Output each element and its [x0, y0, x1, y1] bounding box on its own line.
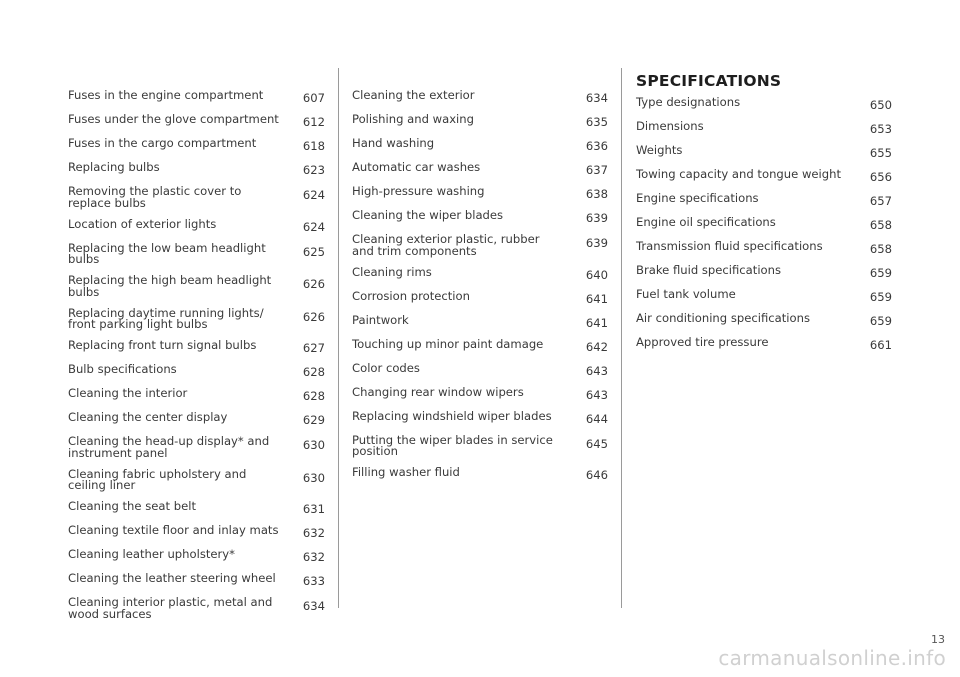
- toc-entry-title: Fuel tank volume: [636, 287, 736, 301]
- toc-entry[interactable]: [636, 289, 892, 304]
- toc-entry[interactable]: [636, 97, 892, 112]
- toc-entry[interactable]: [352, 90, 608, 105]
- toc-entry[interactable]: [636, 121, 892, 136]
- toc-entry-title: Fuses in the engine compartment: [68, 88, 264, 102]
- toc-entry-title: Replacing daytime running lights/ front parking light bulbs: [68, 305, 264, 331]
- toc-entry-page: 641: [585, 291, 608, 306]
- toc-entry[interactable]: [352, 467, 608, 482]
- toc-entry[interactable]: [352, 264, 608, 282]
- toc-entry-title: Replacing the high beam headlight bulbs: [68, 273, 272, 299]
- toc-entry-page: 636: [585, 139, 608, 153]
- toc-entry-page: 612: [302, 115, 325, 129]
- toc-entry-title: Cleaning the exterior: [352, 88, 475, 102]
- toc-entry[interactable]: [352, 186, 608, 201]
- toc-entry[interactable]: [352, 234, 608, 257]
- toc-entry-page: 630: [302, 438, 325, 452]
- toc-entry-page: 632: [302, 550, 325, 564]
- toc-entry[interactable]: [352, 312, 608, 330]
- toc-entry-page: 639: [585, 236, 608, 250]
- toc-entry-title: Cleaning the wiper blades: [352, 208, 504, 222]
- toc-entry[interactable]: [68, 186, 325, 209]
- toc-entry-title: Cleaning the interior: [68, 386, 188, 400]
- toc-entry[interactable]: [636, 313, 892, 328]
- toc-entry-page: 639: [585, 211, 608, 225]
- toc-entry-title: Bulb specifications: [68, 362, 177, 376]
- toc-entry-page: 637: [585, 163, 608, 177]
- toc-entry[interactable]: [352, 432, 608, 458]
- toc-entry-page: 633: [302, 574, 325, 588]
- toc-entry[interactable]: [68, 305, 325, 331]
- column-divider-1: [338, 68, 339, 608]
- toc-entry[interactable]: [68, 162, 325, 177]
- column-divider-2: [621, 68, 622, 608]
- toc-entry-title: Location of exterior lights: [68, 216, 217, 231]
- toc-entry-page: 630: [302, 470, 325, 485]
- toc-entry[interactable]: [636, 337, 892, 352]
- toc-entry-title: Cleaning the leather steering wheel: [68, 571, 276, 585]
- toc-entry[interactable]: [68, 90, 325, 105]
- toc-entry-title: Engine oil specifications: [636, 215, 776, 229]
- page-number: 13: [931, 633, 945, 646]
- toc-entry-title: Weights: [636, 143, 683, 157]
- toc-entry-title: Cleaning fabric upholstery and ceiling liner: [68, 466, 247, 492]
- toc-entry[interactable]: [352, 408, 608, 426]
- toc-entry-page: 638: [585, 187, 608, 201]
- toc-entry[interactable]: [68, 597, 325, 620]
- toc-entry-page: 640: [585, 267, 608, 282]
- toc-entry-title: Touching up minor paint damage: [352, 336, 544, 351]
- toc-entry-title: Cleaning the center display: [68, 410, 228, 424]
- toc-entry[interactable]: [636, 169, 892, 184]
- toc-entry[interactable]: [68, 412, 325, 427]
- toc-entry-page: 634: [302, 599, 325, 613]
- toc-entry[interactable]: [68, 436, 325, 459]
- toc-entry-title: Cleaning leather upholstery*: [68, 547, 235, 561]
- toc-entry-page: 645: [585, 436, 608, 451]
- toc-entry-page: 625: [302, 244, 325, 259]
- toc-entry[interactable]: [68, 466, 325, 492]
- toc-entry-page: 658: [869, 218, 892, 232]
- toc-entry-page: 641: [585, 315, 608, 330]
- toc-entry-title: Engine specifications: [636, 191, 759, 205]
- toc-entry-title: Cleaning interior plastic, metal and wood surfaces: [68, 595, 273, 621]
- toc-entry-page: 650: [869, 98, 892, 112]
- toc-entry-page: 628: [302, 389, 325, 403]
- toc-entry[interactable]: [636, 217, 892, 232]
- toc-column-2: [352, 90, 608, 491]
- toc-entry-title: Replacing windshield wiper blades: [352, 408, 552, 423]
- toc-entry[interactable]: [68, 573, 325, 588]
- toc-entry-page: 659: [869, 266, 892, 280]
- toc-entry-title: Filling washer fluid: [352, 465, 460, 479]
- toc-entry-title: Hand washing: [352, 136, 435, 150]
- toc-entry[interactable]: [352, 138, 608, 153]
- toc-column-3: [636, 72, 892, 361]
- toc-entry[interactable]: [352, 384, 608, 402]
- toc-entry-title: Dimensions: [636, 119, 704, 133]
- toc-entry[interactable]: [636, 241, 892, 256]
- toc-entry-page: 646: [585, 468, 608, 482]
- toc-entry-page: 624: [302, 188, 325, 202]
- toc-entry-page: 607: [302, 91, 325, 105]
- toc-entry-title: Brake fluid specifications: [636, 263, 782, 277]
- toc-entry[interactable]: [352, 336, 608, 354]
- toc-entry-page: 656: [869, 170, 892, 184]
- toc-entry[interactable]: [68, 275, 325, 298]
- toc-entry-title: Cleaning the seat belt: [68, 499, 196, 513]
- toc-entry[interactable]: [68, 216, 325, 234]
- toc-entry[interactable]: [68, 138, 325, 153]
- toc-entry-title: Polishing and waxing: [352, 112, 474, 126]
- toc-entry-page: 624: [302, 219, 325, 234]
- toc-entry[interactable]: [636, 145, 892, 160]
- toc-entry[interactable]: [352, 114, 608, 129]
- toc-entry-page: 644: [585, 411, 608, 426]
- toc-entry-title: Removing the plastic cover to replace bulbs: [68, 184, 242, 210]
- toc-entry-page: 655: [869, 146, 892, 160]
- toc-entry-title: Automatic car washes: [352, 160, 481, 174]
- toc-entry-title: Changing rear window wipers: [352, 384, 524, 399]
- toc-entry[interactable]: [68, 340, 325, 355]
- toc-entry-title: Fuses under the glove compartment: [68, 112, 279, 126]
- toc-entry-title: High-pressure washing: [352, 184, 485, 198]
- toc-entry-page: 629: [302, 413, 325, 427]
- section-heading-specifications: SPECIFICATIONS: [636, 72, 782, 90]
- toc-column-1: [68, 90, 325, 630]
- toc-entry[interactable]: [68, 525, 325, 540]
- toc-entry-page: 623: [302, 163, 325, 177]
- toc-entry-page: 643: [585, 363, 608, 378]
- toc-entry-page: 659: [869, 314, 892, 328]
- toc-entry-page: 643: [585, 387, 608, 402]
- toc-entry[interactable]: [352, 288, 608, 306]
- toc-entry-page: 657: [869, 194, 892, 208]
- watermark: carmanualsonline.info: [718, 646, 946, 670]
- toc-entry-title: Air conditioning specifications: [636, 311, 810, 325]
- toc-entry-title: Replacing front turn signal bulbs: [68, 338, 257, 352]
- toc-entry-page: 628: [302, 365, 325, 379]
- toc-entry-page: 627: [302, 341, 325, 355]
- toc-entry-title: Cleaning textile floor and inlay mats: [68, 523, 279, 537]
- toc-entry-page: 661: [869, 338, 892, 352]
- toc-entry[interactable]: [68, 388, 325, 403]
- toc-entry-title: Paintwork: [352, 312, 409, 327]
- toc-entry-page: 642: [585, 339, 608, 354]
- toc-entry-title: Cleaning the head-up display* and instrument panel: [68, 434, 270, 460]
- toc-entry[interactable]: [636, 265, 892, 280]
- toc-entry[interactable]: [68, 501, 325, 516]
- toc-entry-title: Fuses in the cargo compartment: [68, 136, 257, 150]
- toc-entry-page: 635: [585, 115, 608, 129]
- toc-entry-title: Corrosion protection: [352, 288, 470, 303]
- toc-entry-title: Approved tire pressure: [636, 335, 769, 349]
- toc-entry[interactable]: [68, 240, 325, 266]
- toc-entry-page: 626: [302, 309, 325, 324]
- toc-entry[interactable]: [636, 193, 892, 208]
- toc-entry-title: Putting the wiper blades in service position: [352, 432, 553, 458]
- toc-entry-title: Replacing the low beam headlight bulbs: [68, 240, 266, 266]
- toc-entry[interactable]: [352, 162, 608, 177]
- toc-entry-page: 626: [302, 277, 325, 291]
- toc-entry-title: Transmission fluid specifications: [636, 239, 823, 253]
- toc-entry-title: Towing capacity and tongue weight: [636, 167, 842, 181]
- toc-entry-title: Replacing bulbs: [68, 160, 160, 174]
- toc-entry[interactable]: [68, 114, 325, 129]
- toc-entry-title: Color codes: [352, 360, 420, 375]
- toc-entry-page: 631: [302, 502, 325, 516]
- toc-entry-title: Cleaning rims: [352, 264, 432, 279]
- toc-entry-page: 658: [869, 242, 892, 256]
- toc-entry-page: 634: [585, 91, 608, 105]
- toc-entry-title: Cleaning exterior plastic, rubber and trim components: [352, 232, 540, 258]
- toc-entry[interactable]: [68, 364, 325, 379]
- toc-entry-title: Type designations: [636, 95, 741, 109]
- toc-entry-page: 632: [302, 526, 325, 540]
- toc-entry-page: 653: [869, 122, 892, 136]
- toc-entry[interactable]: [352, 210, 608, 225]
- toc-entry[interactable]: [352, 360, 608, 378]
- toc-entry[interactable]: [68, 549, 325, 564]
- toc-entry-page: 618: [302, 139, 325, 153]
- toc-entry-page: 659: [869, 290, 892, 304]
